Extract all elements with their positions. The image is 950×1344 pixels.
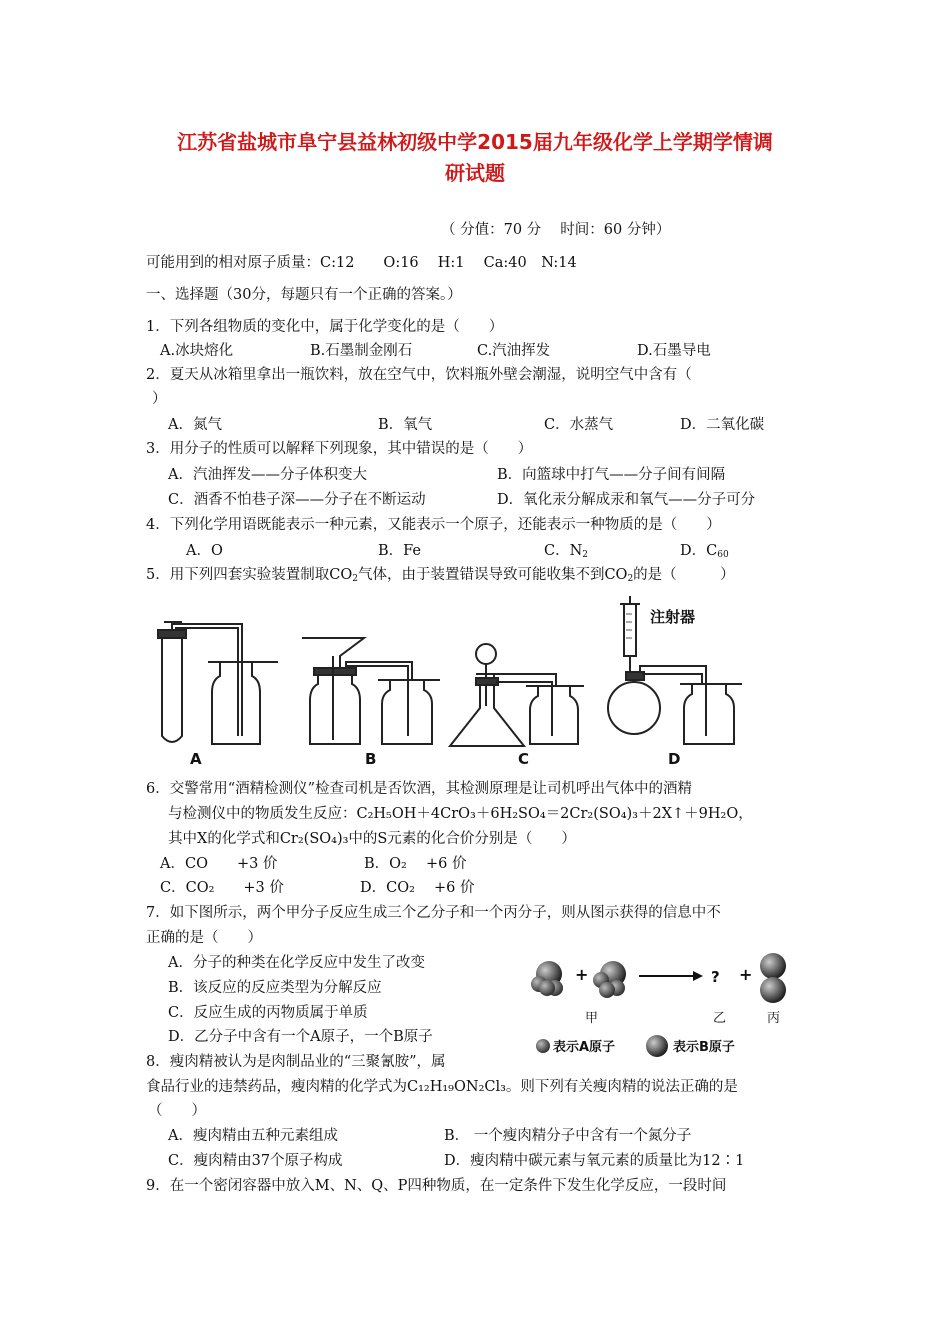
q3-option-c: C．酒香不怕巷子深——分子在不断运动 xyxy=(168,492,426,508)
q8-line2: 食品行业的违禁药品，瘦肉精的化学式为C₁₂H₁₉ON₂Cl₃。则下列有关瘦肉精的说法正确的是 xyxy=(146,1079,738,1095)
q5-stem: 5．用下列四套实验装置制取$CO_2$气体，由于装置错误导致可能收集不到$CO_2$的是（ ） xyxy=(146,567,735,584)
q8-option-d: D．瘦肉精中碳元素与氧元素的质量比为12∶1 xyxy=(444,1153,745,1169)
q7-option-d: D．乙分子中含有一个A原子，一个B原子 xyxy=(168,1029,433,1045)
q6-line1: 6．交警常用“酒精检测仪”检查司机是否饮酒，其检测原理是让司机呼出气体中的酒精 xyxy=(146,781,693,797)
q7-line2: 正确的是（ ） xyxy=(146,930,262,946)
plus-sign-1: + xyxy=(575,965,589,984)
q5-label-d: D xyxy=(668,750,681,768)
legend-a: 表示A原子 xyxy=(553,1040,616,1055)
plus-sign-2: + xyxy=(739,965,753,984)
page-title-line1: 江苏省盐城市阜宁县益林初级中学2015届九年级化学上学期学情调 xyxy=(177,130,773,154)
q9-line1: 9．在一个密闭容器中放入M、N、Q、P四种物质，在一定条件下发生化学反应，一段时间 xyxy=(146,1178,727,1194)
q5-label-b: B xyxy=(365,750,377,768)
q3-stem: 3．用分子的性质可以解释下列现象，其中错误的是（ ） xyxy=(146,441,533,457)
q8-option-a: A．瘦肉精由五种元素组成 xyxy=(168,1128,338,1144)
q7-option-a: A．分子的种类在化学反应中发生了改变 xyxy=(168,955,425,971)
q1-option-d: D.石墨导电 xyxy=(637,343,711,359)
q4-option-b: B．Fe xyxy=(378,543,422,559)
q4-option-d: D．$C_{60}$ xyxy=(680,543,729,560)
q7-option-b: B．该反应的反应类型为分解反应 xyxy=(168,980,382,996)
q2-option-d: D．二氧化碳 xyxy=(680,417,765,433)
q8-line3: （ ） xyxy=(148,1103,206,1119)
q6-line2: 与检测仪中的物质发生反应：C₂H₅OH＋4CrO₃＋6H₂SO₄＝2Cr₂(SO₄)₃＋2X↑＋9H₂O， xyxy=(168,806,753,822)
q2-stem-cont: ） xyxy=(152,391,167,407)
q8-line1: 8．瘦肉精被认为是肉制品业的“三聚氰胺”，属 xyxy=(146,1054,446,1070)
atomic-masses: 可能用到的相对原子质量：C:12 O:16 H:1 Ca:40 N:14 xyxy=(146,255,577,271)
q4-option-c: C．$N_2$ xyxy=(544,543,589,560)
legend-b: 表示B原子 xyxy=(673,1040,735,1055)
page-title-line2: 研试题 xyxy=(445,161,505,185)
q4-stem: 4．下列化学用语既能表示一种元素，又能表示一个原子，还能表示一种物质的是（ ） xyxy=(146,517,721,533)
label-jia: 甲 xyxy=(585,1011,599,1026)
q8-option-b: B． 一个瘦肉精分子中含有一个氮分子 xyxy=(444,1128,692,1144)
q6-line3: 其中X的化学式和Cr₂(SO₄)₃中的S元素的化合价分别是（ ） xyxy=(168,831,576,847)
score-time: （ 分值：70 分 时间：60 分钟） xyxy=(441,222,671,238)
q7-line1: 7．如下图所示，两个甲分子反应生成三个乙分子和一个丙分子，则从图示获得的信息中不 xyxy=(146,905,721,921)
label-yi: 乙 xyxy=(713,1011,727,1026)
q5-label-c: C xyxy=(518,750,530,768)
question-mark: ? xyxy=(711,968,720,986)
q6-option-b: B．O₂ +6 价 xyxy=(364,856,467,872)
q3-option-a: A．汽油挥发——分子体积变大 xyxy=(168,467,367,483)
q2-stem: 2．夏天从冰箱里拿出一瓶饮料，放在空气中，饮料瓶外壁会潮湿，说明空气中含有（ xyxy=(146,367,692,383)
q4-option-a: A．O xyxy=(186,543,223,559)
q1-option-a: A.冰块熔化 xyxy=(160,343,234,359)
q1-stem: 1．下列各组物质的变化中，属于化学变化的是（ ） xyxy=(146,319,504,335)
section-heading: 一、选择题（30分，每题只有一个正确的答案。） xyxy=(146,287,462,303)
q1-option-b: B.石墨制金刚石 xyxy=(310,343,413,359)
q7-option-c: C．反应生成的丙物质属于单质 xyxy=(168,1005,368,1021)
q5-apparatus-figure xyxy=(150,596,750,768)
q2-option-b: B．氧气 xyxy=(378,417,433,433)
q2-option-c: C．水蒸气 xyxy=(544,417,614,433)
q3-option-b: B．向篮球中打气——分子间有间隔 xyxy=(497,467,726,483)
q2-option-a: A．氮气 xyxy=(168,417,222,433)
q5-label-a: A xyxy=(190,750,202,768)
q1-option-c: C.汽油挥发 xyxy=(477,343,551,359)
q3-option-d: D．氧化汞分解成汞和氧气——分子可分 xyxy=(497,492,756,508)
q6-option-a: A．CO +3 价 xyxy=(160,856,278,872)
q6-option-d: D．CO₂ +6 价 xyxy=(360,880,475,896)
q8-option-c: C．瘦肉精由37个原子构成 xyxy=(168,1153,343,1169)
label-bing: 丙 xyxy=(767,1011,781,1026)
q7-molecule-diagram xyxy=(525,950,795,1062)
syringe-label: 注射器 xyxy=(650,608,696,626)
q6-option-c: C．CO₂ +3 价 xyxy=(160,880,284,896)
